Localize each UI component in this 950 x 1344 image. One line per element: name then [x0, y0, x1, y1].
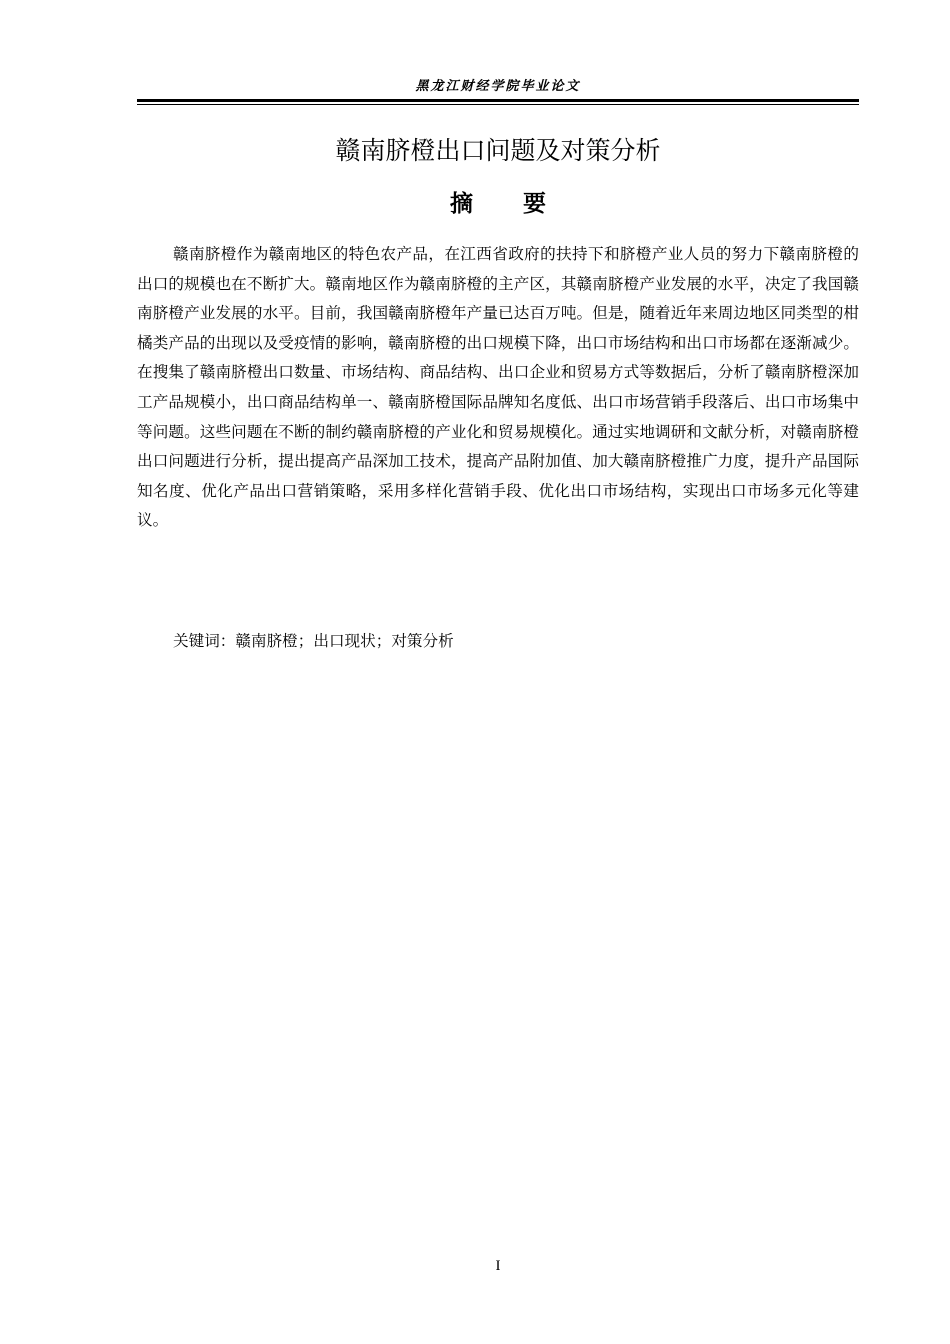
abstract-body: 赣南脐橙作为赣南地区的特色农产品，在江西省政府的扶持下和脐橙产业人员的努力下赣南脐橙的出口的规模也在不断扩大。赣南地区作为赣南脐橙的主产区，其赣南脐橙产业发展的水平，决定了我国赣南脐橙产业发展的水平。目前，我国赣南脐橙年产量已达百万吨。但是，随着近年来周边地区同类型的柑橘类产品的出现以及受疫情的影响，赣南脐橙的出口规模下降，出口市场结构和出口市场都在逐渐减少。在搜集了赣南脐橙出口数量、市场结构、商品结构、出口企业和贸易方式等数据后，分析了赣南脐橙深加工产品规模小，出口商品结构单一、赣南脐橙国际品牌知名度低、出口市场营销手段落后、出口市场集中等问题。这些问题在不断的制约赣南脐橙的产业化和贸易规模化。通过实地调研和文献分析，对赣南脐橙出口问题进行分析，提出提高产品深加工技术，提高产品附加值、加大赣南脐橙推广力度，提升产品国际知名度、优化产品出口营销策略，采用多样化营销手段、优化出口市场结构，实现出口市场多元化等建议。	[137, 245, 859, 530]
header-rule-thin	[137, 104, 859, 105]
keywords-line	[173, 627, 859, 655]
page-number: I	[495, 1258, 501, 1274]
document-title: 赣南脐橙出口问题及对策分析	[335, 136, 661, 165]
header-rule-thick	[137, 99, 859, 102]
running-header: 黑龙江财经学院毕业论文	[415, 79, 581, 94]
keywords-label: 关键词：	[173, 632, 236, 650]
abstract-heading: 摘要	[450, 191, 596, 217]
keywords-value: 赣南脐橙；出口现状；对策分析	[235, 632, 454, 650]
